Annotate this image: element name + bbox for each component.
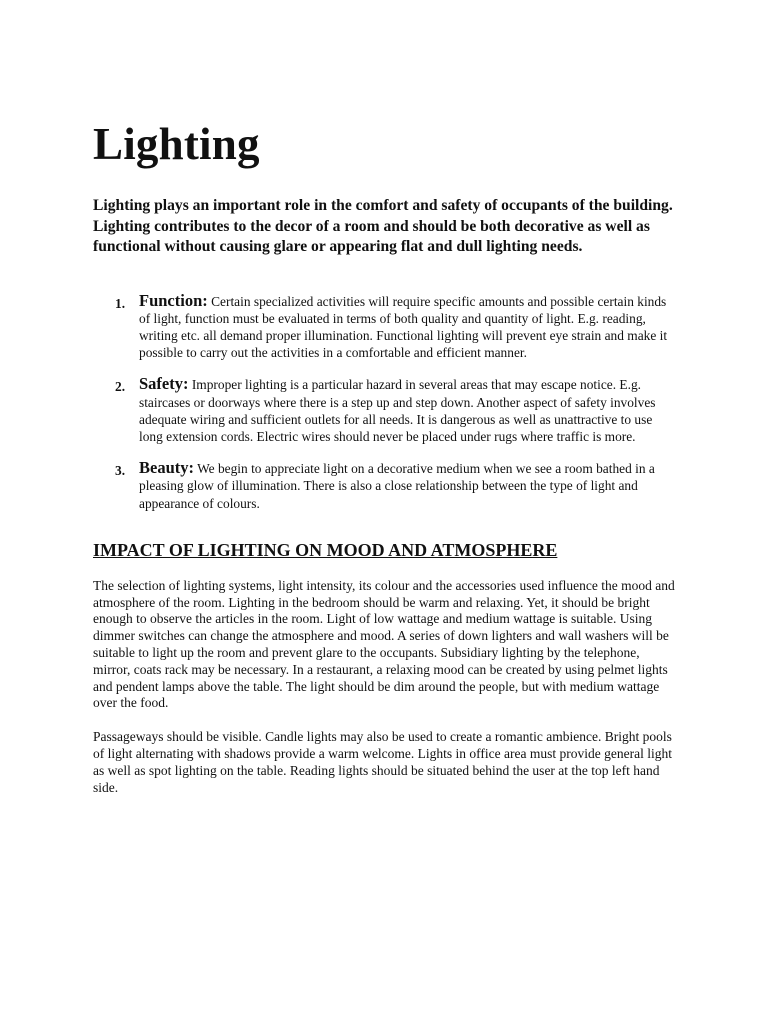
- list-item-heading: Safety:: [139, 374, 189, 394]
- list-item-heading: Beauty:: [139, 458, 194, 478]
- intro-paragraph: Lighting plays an important role in the comfort and safety of occupants of the building. Lighting contributes to the decor of a room and should be both decorative as well as functional without causing glare or appearing flat and dull lighting needs.: [93, 197, 673, 255]
- list-item-beauty: [93, 459, 678, 512]
- list-item-number: 1.: [115, 295, 126, 311]
- body-paragraph-2: Passageways should be visible. Candle lights may also be used to create a romantic ambience. Bright pools of light alternating with shadows provide a warm welcome. Lights in office area must provide general light as well as spot lighting on the table. Reading lights should be situated behind the user at the top left hand side.: [93, 729, 672, 795]
- body-paragraph-1: The selection of lighting systems, light intensity, its colour and the accessories used influence the mood and atmosphere of the room. Lighting in the bedroom should be warm and relaxing. Yet, it should be bright enough to observe the articles in the room. Light of low wattage and medium wattage is suitable. Using dimmer switches can change the atmosphere and mood. A series of down lighters and wall washers will be suitable to light up the room and prevent glare to the occupants. Subsidiary lighting by the telephone, mirror, coats rack may be necessary. In a restaurant, a relaxing mood can be created by using pelmet lights and pendent lamps above the table. The light should be dim around the people, but with medium wattage over the food.: [93, 577, 675, 711]
- list-item-function: [93, 292, 678, 362]
- list-item-text: Improper lighting is a particular hazard in several areas that may escape notice. E.g. staircases or doorways where there is a step up and step down. Another aspect of safety involves adequate wiring and sufficient outlets for all needs. It is dangerous as well as unattractive to use long extension cords. Electric wires should never be placed under rugs where traffic is more.: [139, 377, 656, 444]
- list-item-text: Certain specialized activities will require specific amounts and possible certain kinds of light, function must be evaluated in terms of both quality and quantity of light. E.g. reading, writing etc. all demand proper illumination. Functional lighting will prevent eye strain and make it possible to carry out the activities in a comfortable and efficient manner.: [139, 293, 668, 361]
- document-page: [93, 116, 678, 813]
- page-title: Lighting: [93, 119, 260, 169]
- list-item-safety: [93, 375, 678, 445]
- list-item-number: 3.: [115, 463, 126, 479]
- lighting-points-list: [93, 292, 678, 512]
- list-item-text: We begin to appreciate light on a decorative medium when we see a room bathed in a pleasing glow of illumination. There is also a close relationship between the type of light and appearance of colours.: [139, 461, 655, 511]
- list-item-number: 2.: [115, 379, 126, 395]
- list-item-heading: Function:: [139, 290, 208, 310]
- section-heading: IMPACT OF LIGHTING ON MOOD AND ATMOSPHERE: [93, 539, 558, 560]
